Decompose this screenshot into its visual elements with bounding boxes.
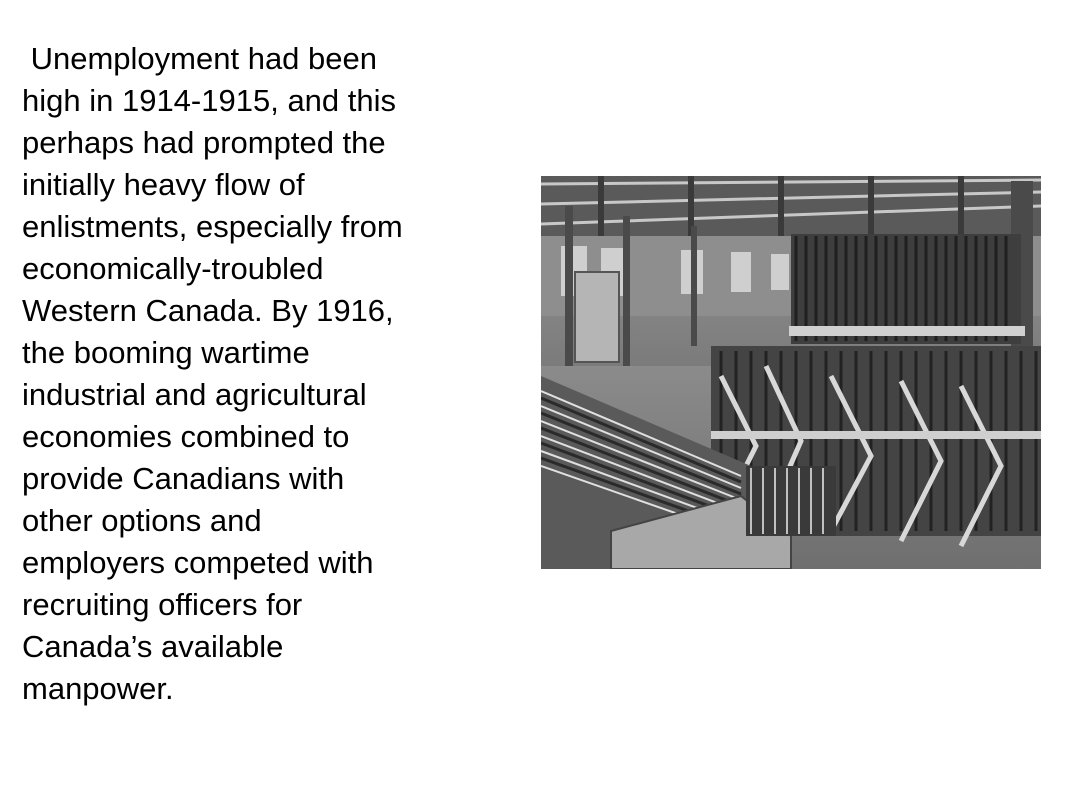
body-text-line: economies combined to [22, 419, 350, 454]
body-text-line: other options and [22, 503, 262, 538]
body-text-line: enlistments, especially from [22, 209, 403, 244]
body-text-line: Unemployment had been [22, 41, 378, 76]
body-text-line: Canada’s available [22, 629, 284, 664]
body-text-line: Western Canada. By 1916, [22, 293, 394, 328]
body-text-line: manpower. [22, 671, 174, 706]
body-text-line: recruiting officers for [22, 587, 303, 622]
body-text-line: high in 1914-1915, and this [22, 83, 397, 118]
body-text-line: provide Canadians with [22, 461, 345, 496]
body-text-line: industrial and agricultural [22, 377, 367, 412]
body-text-line: economically-troubled [22, 251, 324, 286]
body-text-line: perhaps had prompted the [22, 125, 386, 160]
body-text-line: employers competed with [22, 545, 374, 580]
factory-photo [541, 176, 1041, 569]
body-text-line: the booming wartime [22, 335, 310, 370]
body-text [22, 38, 492, 710]
body-text-line: initially heavy flow of [22, 167, 305, 202]
